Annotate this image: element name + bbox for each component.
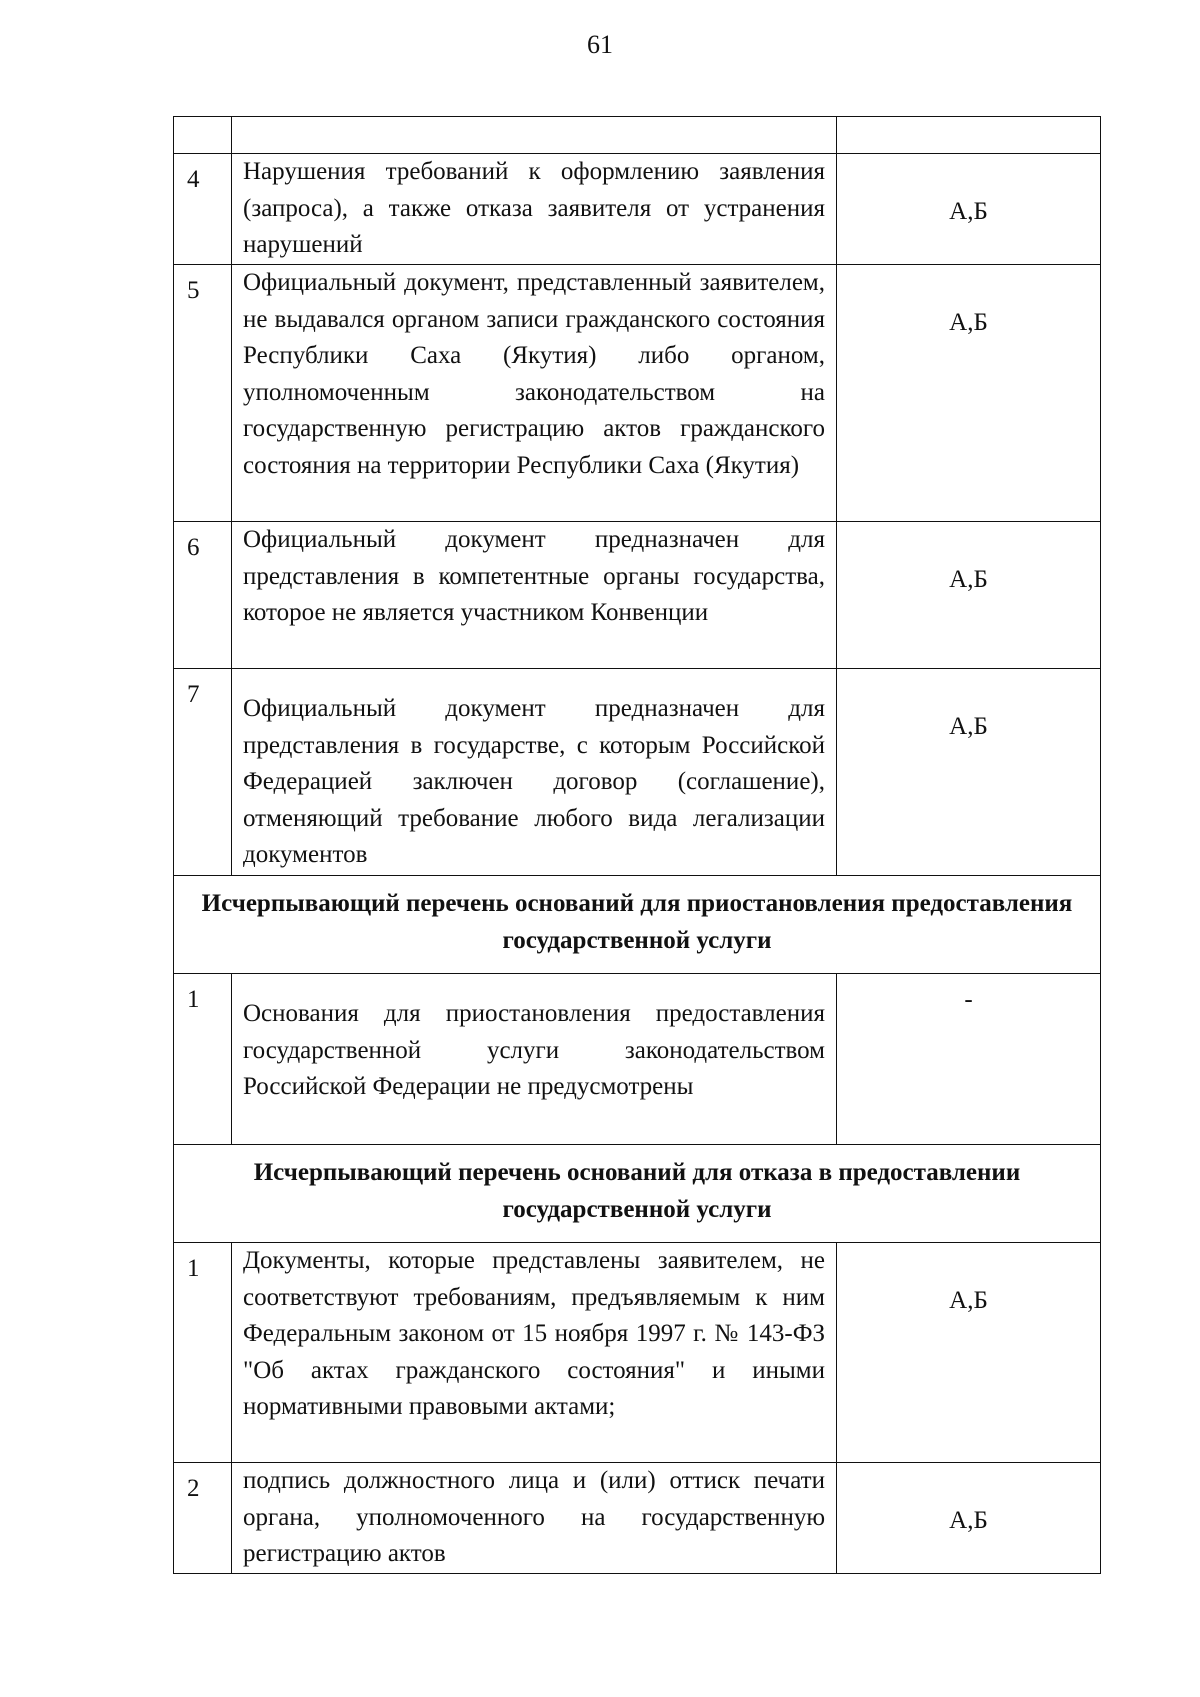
section-title-suspension: Исчерпывающий перечень оснований для приостановления предоставления государственной услуги [174, 876, 1101, 974]
empty-cell [174, 117, 232, 154]
row-mark: А,Б [837, 1463, 1101, 1574]
table-row [174, 974, 1101, 1145]
section-header-row [174, 1145, 1101, 1243]
row-mark: А,Б [837, 522, 1101, 669]
row-text: Нарушения требований к оформлению заявления (запроса), а также отказа заявителя от устранения нарушений [232, 154, 837, 265]
row-text: Официальный документ предназначен для представления в государстве, с которым Российской Федерацией заключен договор (соглашение), отменяющий требование любого вида легализации документов [232, 669, 837, 876]
row-mark: - [837, 974, 1101, 1145]
row-text: Официальный документ, представленный заявителем, не выдавался органом записи гражданского состояния Республики Саха (Якутия) либо органом, уполномоченным законодательством на государственную регистрацию актов гражданского состояния на территории Республики Саха (Якутия) [232, 265, 837, 522]
table-row [174, 669, 1101, 876]
row-number: 4 [174, 154, 232, 265]
table-row [174, 154, 1101, 265]
row-mark: А,Б [837, 669, 1101, 876]
row-mark: А,Б [837, 1243, 1101, 1463]
table-row [174, 265, 1101, 522]
row-number: 2 [174, 1463, 232, 1574]
empty-cell [232, 117, 837, 154]
row-number: 5 [174, 265, 232, 522]
row-number: 1 [174, 974, 232, 1145]
row-number: 6 [174, 522, 232, 669]
empty-cell [837, 117, 1101, 154]
row-mark: А,Б [837, 265, 1101, 522]
row-text: Документы, которые представлены заявителем, не соответствуют требованиям, предъявляемым к ним Федеральным законом от 15 ноября 1997 г. № 143-ФЗ "Об актах гражданского состояния" и иными нормативными правовыми актами; [232, 1243, 837, 1463]
row-mark: А,Б [837, 154, 1101, 265]
page-number: 61 [587, 30, 613, 59]
row-text: Официальный документ предназначен для представления в компетентные органы государства, которое не является участником Конвенции [232, 522, 837, 669]
section-header-row [174, 876, 1101, 974]
row-text: подпись должностного лица и (или) оттиск печати органа, уполномоченного на государственную регистрацию актов [232, 1463, 837, 1574]
row-number: 1 [174, 1243, 232, 1463]
table-row [174, 1243, 1101, 1463]
table-row [174, 1463, 1101, 1574]
row-number: 7 [174, 669, 232, 876]
section-title-refusal: Исчерпывающий перечень оснований для отказа в предоставлении государственной услуги [174, 1145, 1101, 1243]
table-continuation-row [174, 117, 1101, 154]
row-text: Основания для приостановления предоставления государственной услуги законодательством Российской Федерации не предусмотрены [232, 974, 837, 1145]
grounds-table [173, 116, 1101, 1574]
table-row [174, 522, 1101, 669]
